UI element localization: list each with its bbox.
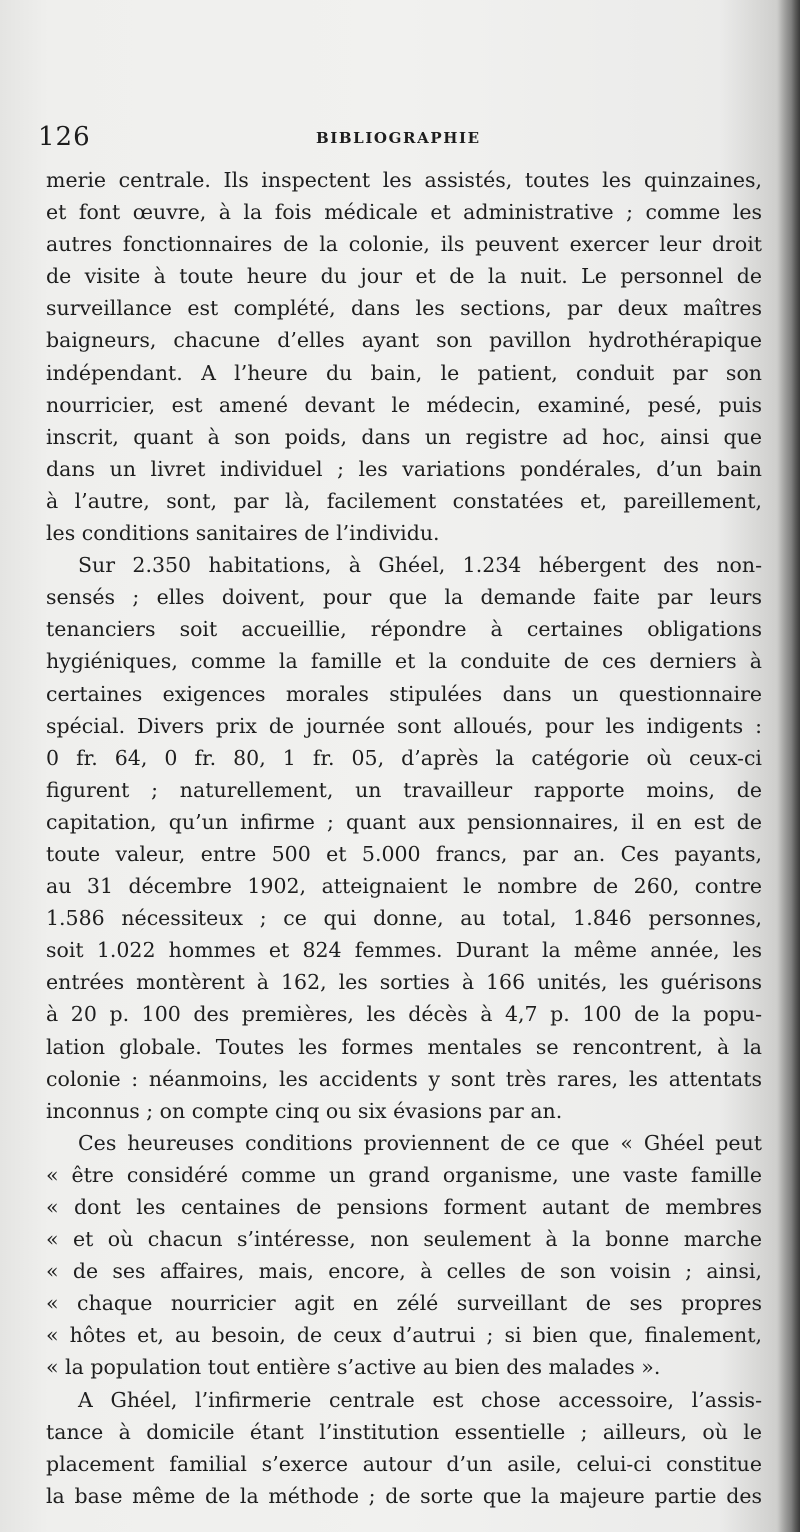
text-line: au 31 décembre 1902, atteignaient le nombre de 260, contre: [46, 874, 762, 899]
text-line: « et où chacun s’intéresse, non seulement à la bonne marche: [46, 1227, 762, 1252]
text-line: à l’autre, sont, par là, facilement constatées et, pareillement,: [46, 488, 762, 513]
text-line: de visite à toute heure du jour et de la nuit. Le personnel de: [46, 264, 762, 289]
text-line: la base même de la méthode ; de sorte que la majeure partie des: [46, 1483, 762, 1508]
text-line: inscrit, quant à son poids, dans un registre ad hoc, ainsi que: [46, 424, 762, 449]
text-line: entrées montèrent à 162, les sorties à 166 unités, les guérisons: [46, 970, 762, 995]
text-line: A Ghéel, l’infirmerie centrale est chose accessoire, l’assis-: [78, 1387, 762, 1412]
text-line: tenanciers soit accueillie, répondre à certaines obligations: [46, 617, 762, 642]
text-line: à 20 p. 100 des premières, les décès à 4,7 p. 100 de la popu-: [46, 1002, 762, 1027]
text-line: surveillance est complété, dans les sections, par deux maîtres: [46, 296, 762, 321]
text-line: dans un livret individuel ; les variations pondérales, d’un bain: [46, 456, 762, 481]
text-line: inconnus ; on compte cinq ou six évasions par an.: [46, 1098, 563, 1123]
text-line: certaines exigences morales stipulées dans un questionnaire: [46, 681, 762, 706]
text-line: spécial. Divers prix de journée sont alloués, pour les indigents :: [46, 713, 762, 738]
text-line: « hôtes et, au besoin, de ceux d’autrui ; si bien que, finalement,: [46, 1323, 762, 1348]
binding-shadow: [778, 0, 800, 1532]
text-line: « la population tout entière s’active au bien des malades ».: [46, 1355, 661, 1380]
text-line: 0 fr. 64, 0 fr. 80, 1 fr. 05, d’après la catégorie où ceux-ci: [46, 745, 762, 770]
text-line: et font œuvre, à la fois médicale et administrative ; comme les: [46, 200, 762, 225]
text-line: « dont les centaines de pensions forment autant de membres: [46, 1195, 762, 1219]
text-line: placement familial s’exerce autour d’un asile, celui-ci constitue: [46, 1451, 762, 1476]
text-line: « chaque nourricier agit en zélé surveillant de ses propres: [46, 1291, 762, 1316]
text-line: Ces heureuses conditions proviennent de ce que « Ghéel peut: [78, 1130, 762, 1155]
text-line: les conditions sanitaires de l’individu.: [46, 521, 440, 546]
text-line: « être considéré comme un grand organisme, une vaste famille: [46, 1162, 762, 1187]
text-line: tance à domicile étant l’institution essentielle ; ailleurs, où le: [46, 1419, 762, 1444]
text-line: sensés ; elles doivent, pour que la demande faite par leurs: [46, 585, 762, 610]
text-line: autres fonctionnaires de la colonie, ils peuvent exercer leur droit: [46, 232, 762, 257]
text-line: « de ses affaires, mais, encore, à celles de son voisin ; ainsi,: [46, 1259, 762, 1284]
running-head: BIBLIOGRAPHIE: [316, 129, 481, 147]
text-line: Sur 2.350 habitations, à Ghéel, 1.234 hébergent des non-: [78, 553, 762, 578]
text-line: toute valeur, entre 500 et 5.000 francs, par an. Ces payants,: [46, 841, 762, 866]
text-line: soit 1.022 hommes et 824 femmes. Durant la même année, les: [46, 938, 762, 963]
text-line: colonie : néanmoins, les accidents y sont très rares, les attentats: [46, 1066, 762, 1091]
body-text: [46, 164, 762, 1512]
text-line: nourricier, est amené devant le médecin, examiné, pesé, puis: [46, 392, 762, 417]
text-line: figurent ; naturellement, un travailleur rapporte moins, de: [46, 777, 762, 802]
text-line: baigneurs, chacune d’elles ayant son pavillon hydrothérapique: [46, 328, 762, 353]
page-header: [38, 122, 758, 158]
text-line: hygiéniques, comme la famille et la conduite de ces derniers à: [46, 649, 762, 674]
text-line: 1.586 nécessiteux ; ce qui donne, au total, 1.846 personnes,: [46, 906, 762, 931]
text-line: capitation, qu’un infirme ; quant aux pensionnaires, il en est de: [46, 809, 762, 834]
page-number: 126: [38, 122, 91, 152]
text-line: lation globale. Toutes les formes mentales se rencontrent, à la: [46, 1034, 762, 1059]
text-line: merie centrale. Ils inspectent les assistés, toutes les quinzaines,: [46, 168, 762, 192]
text-line: indépendant. A l’heure du bain, le patient, conduit par son: [46, 360, 762, 385]
